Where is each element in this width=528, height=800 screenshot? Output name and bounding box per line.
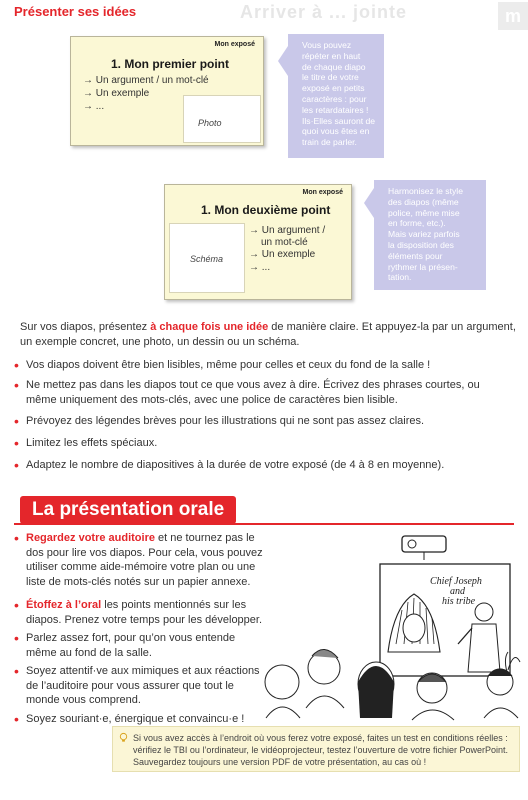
slide-example-2 — [164, 184, 352, 300]
list-item: • Étoffez à l’oral les points mentionnés sur les diapos. Prenez votre temps pour les développer. — [14, 598, 264, 627]
tip-callout-2: Harmonisez le style des diapos (même police, même mise en forme, etc.). Mais variez parfois la disposition des éléments pour rythmer la présen- tation. — [374, 180, 486, 290]
slide-line: → Un argument / — [249, 225, 326, 236]
slide-line: un mot-clé — [261, 237, 308, 248]
photo-label: Photo — [198, 118, 222, 128]
faded-header-text: Arriver à ... jointe — [240, 2, 408, 22]
slide-title: 1. Mon deuxième point — [201, 203, 331, 217]
slide-line: → ... — [83, 101, 105, 112]
slide-tag: Mon exposé — [302, 189, 343, 196]
schema-label: Schéma — [190, 254, 224, 264]
intro-paragraph: Sur vos diapos, présentez à chaque fois une idée de manière claire. Et appuyez-la par un argument, un exemple concret, une photo, un dessin ou un schéma. — [20, 321, 516, 348]
slide-line: → Un exemple — [83, 88, 150, 99]
banner-divider — [14, 523, 514, 525]
intro-highlight: à chaque fois une idée — [150, 321, 269, 333]
classroom-illustration — [262, 532, 522, 722]
list-item: • Limitez les effets spéciaux. — [12, 436, 512, 451]
list-item: • Vos diapos doivent être bien lisibles, même pour celles et ceux du fond de la salle ! — [12, 358, 512, 373]
note-text: Si vous avez accès à l’endroit où vous ferez votre exposé, faites un test en conditions réelles : vérifiez le TBI ou l’ordinateur, le vidéoprojecteur, testez l’ouverture de votre fichier PowerPoint. Sauvegardez toujours une version PDF de votre présentation, au cas où ! — [133, 733, 509, 767]
schema-placeholder — [169, 223, 245, 293]
slide-line: → Un exemple — [249, 249, 316, 260]
slide-tag: Mon exposé — [214, 41, 255, 48]
list-item: • Soyez souriant·e, énergique et convaincu·e ! — [14, 712, 264, 727]
slide-line: → ... — [249, 262, 271, 273]
faded-tab: m — [498, 2, 528, 30]
lightbulb-icon — [118, 732, 129, 743]
slide-title: 1. Mon premier point — [111, 57, 230, 71]
list-item: • Adaptez le nombre de diapositives à la durée de votre exposé (de 4 à 8 en moyenne). — [12, 458, 512, 473]
slide-example-1 — [70, 36, 264, 146]
tip-callout-1: Vous pouvez répéter en haut de chaque diapo le titre de votre exposé en petits caractères : pour les retardataires ! Ils·Elles sauront de quoi vous êtes en train de parler. — [288, 34, 384, 158]
list-item: • Prévoyez des légendes brèves pour les illustrations qui ne sont pas assez claires. — [12, 414, 512, 429]
list-item: • Ne mettez pas dans les diapos tout ce que vous avez à dire. Écrivez des phrases courtes, ou même uniquement des mots-clés, avec une police de caractères bien lisible. — [12, 378, 512, 408]
list-item: • Regardez votre auditoire et ne tournez pas le dos pour lire vos diapos. Pour cela, vous pouvez utiliser comme aide-mémoire votre plan ou une liste de mots-clés notés sur un papier annexe. — [14, 531, 264, 589]
list-item: • Parlez assez fort, pour qu’on vous entende même au fond de la salle. — [14, 631, 264, 660]
list-item: • Soyez attentif·ve aux mimiques et aux réactions de l’auditoire pour vous assurer que tout le monde vous comprend. — [14, 664, 264, 708]
section-banner: La présentation orale — [20, 496, 236, 524]
screen-caption: Chief Joseph and his tribe — [430, 576, 482, 607]
tip-note — [112, 726, 520, 772]
slide-line: → Un argument / un mot-clé — [83, 75, 209, 86]
section-title: Présenter ses idées — [14, 4, 137, 19]
photo-placeholder — [183, 95, 261, 143]
